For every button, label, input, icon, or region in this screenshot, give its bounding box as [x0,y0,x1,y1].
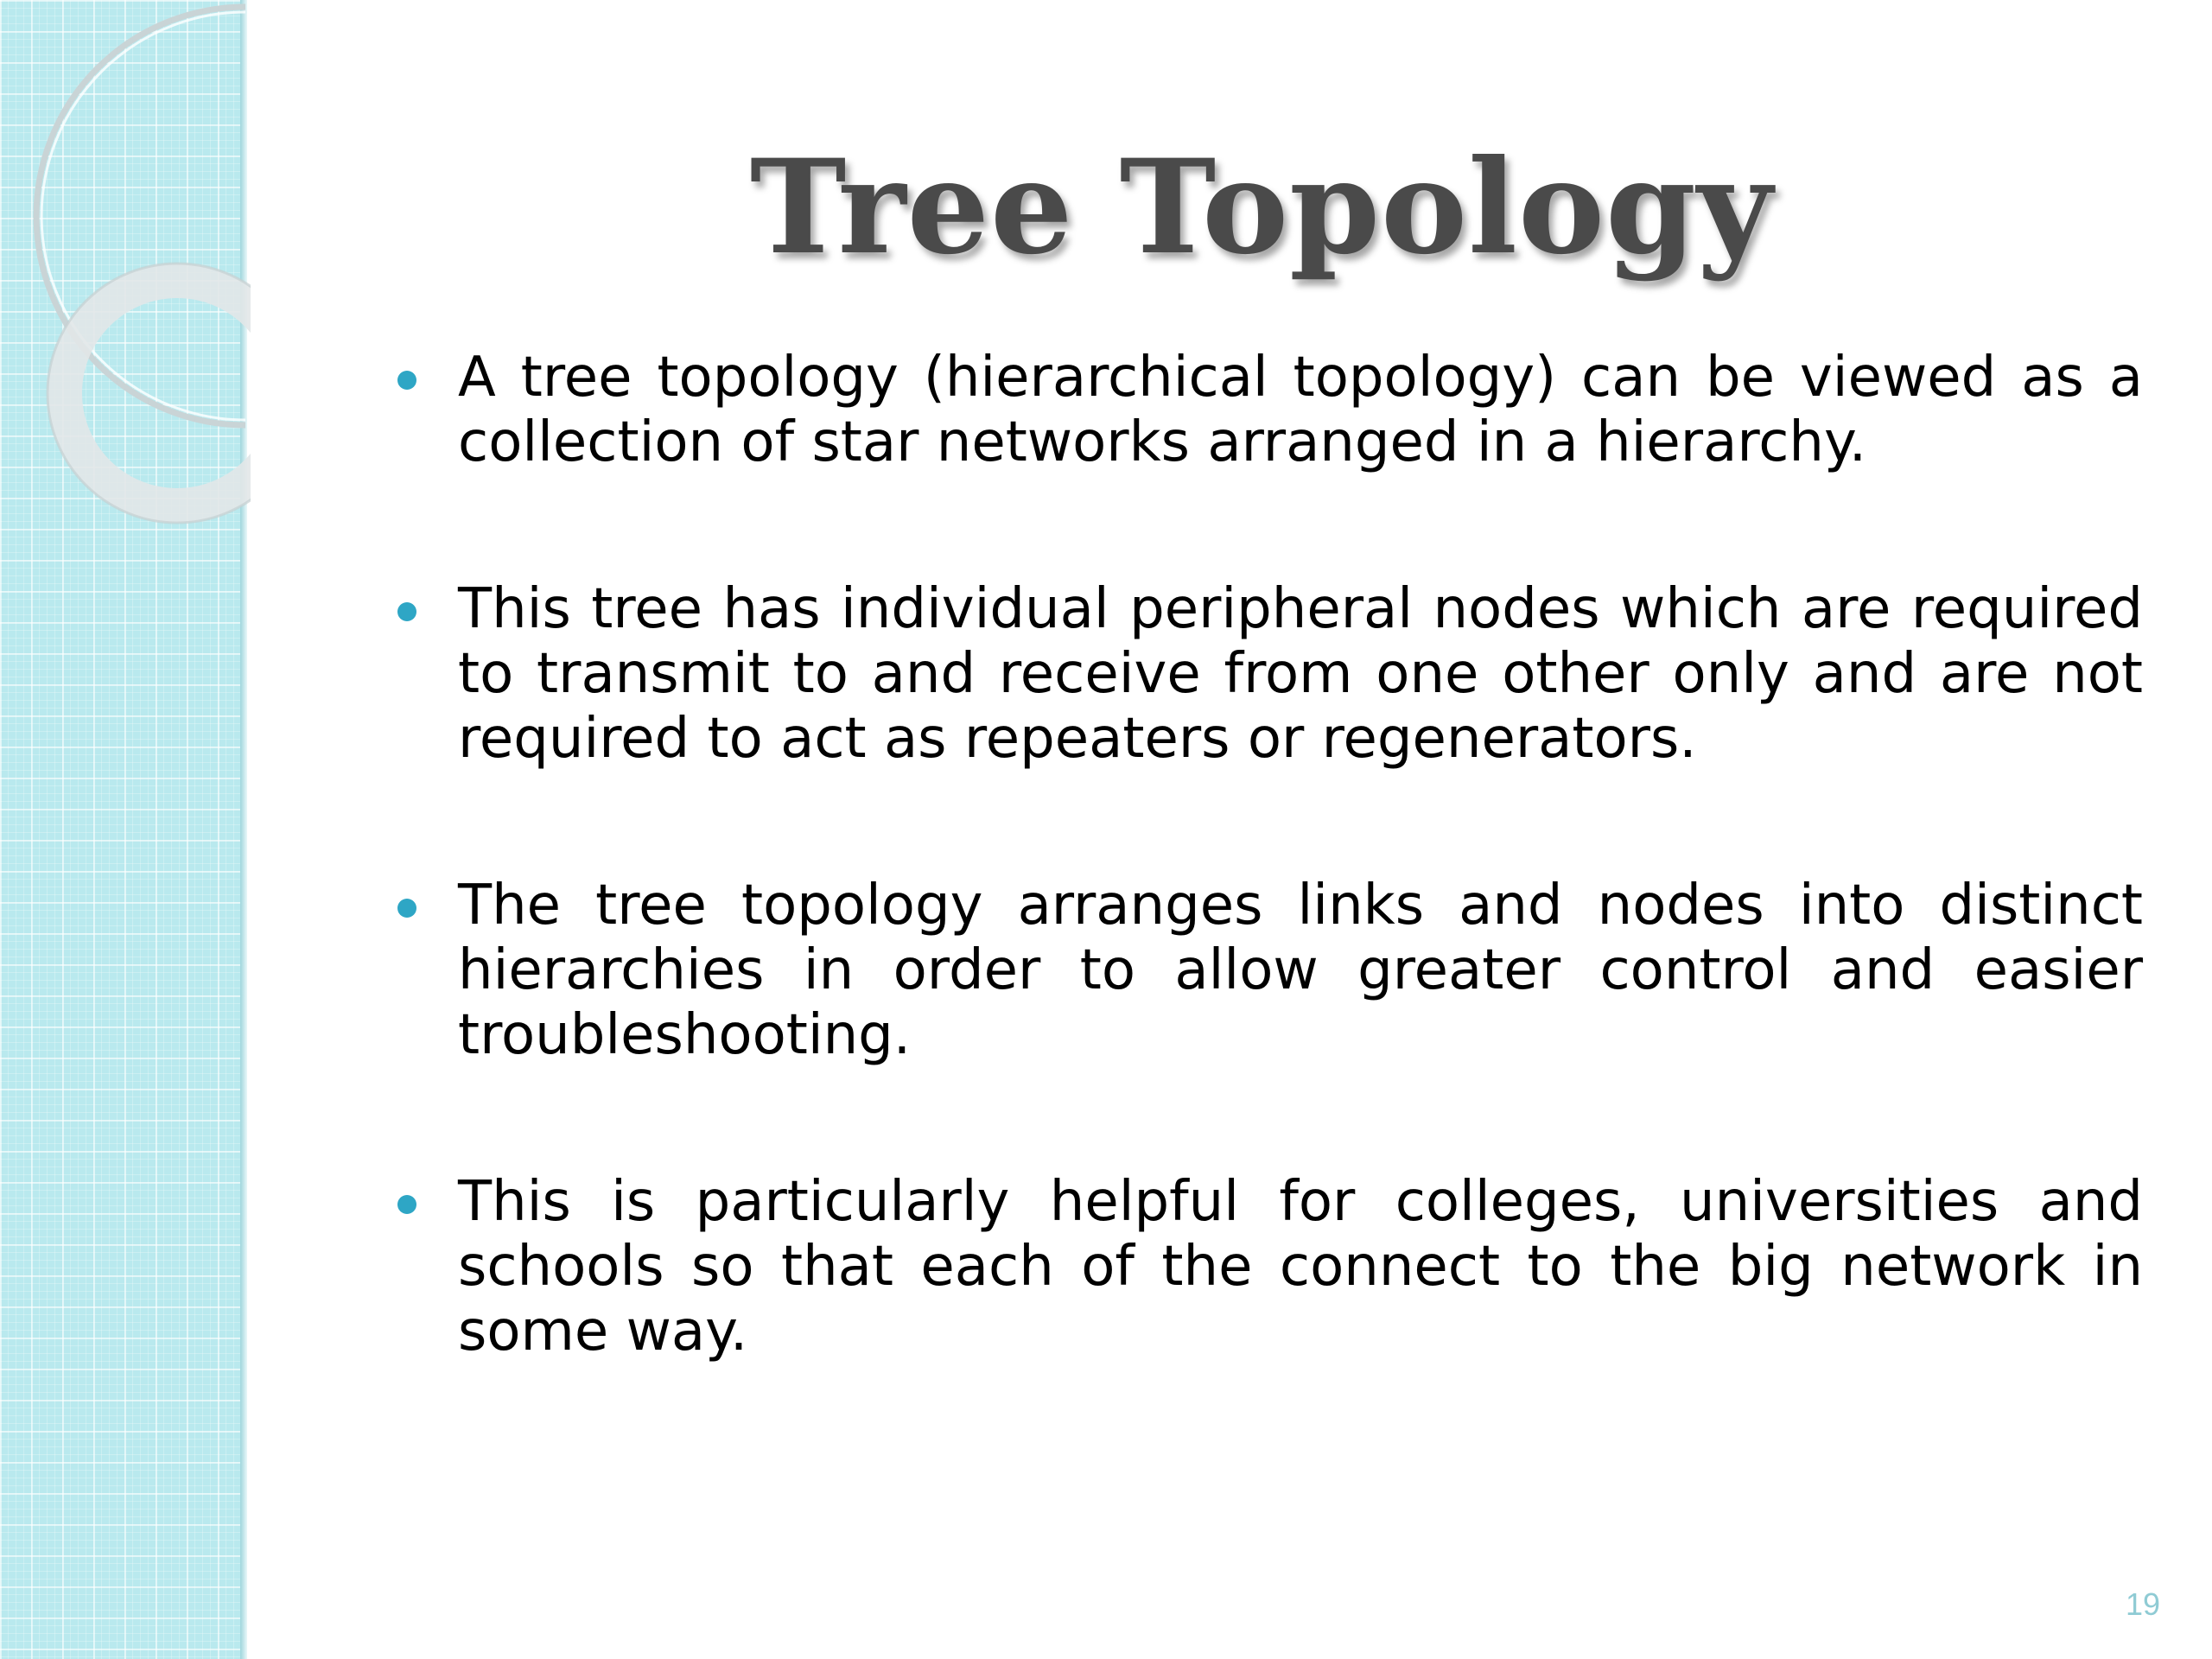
slide-title: Tree Topology [749,131,1774,283]
bullet-item [380,874,2143,1068]
bullet-dot-icon [397,1195,416,1214]
slide-number: 19 [2125,1586,2160,1622]
bullet-item [380,346,2143,475]
bullet-item [380,1170,2143,1364]
bullet-dot-icon [397,602,416,621]
bullet-text: This tree has individual peripheral nodes which are required to transmit to and receive from one other only and are not required to act as repeaters or regenerators. [458,577,2143,771]
bullet-item [380,577,2143,772]
bullet-text: The tree topology arranges links and nodes into distinct hierarchies in order to allow greater control and easier troubleshooting. [458,874,2143,1067]
bullet-list [380,346,2143,1364]
decorative-rings [0,0,251,553]
bullet-dot-icon [397,371,416,390]
bullet-dot-icon [397,899,416,918]
bullet-text: A tree topology (hierarchical topology) can be viewed as a collection of star networks arranged in a hierarchy. [458,346,2143,474]
bullet-text: This is particularly helpful for colleges, universities and schools so that each of the connect to the big network in some way. [458,1170,2143,1363]
